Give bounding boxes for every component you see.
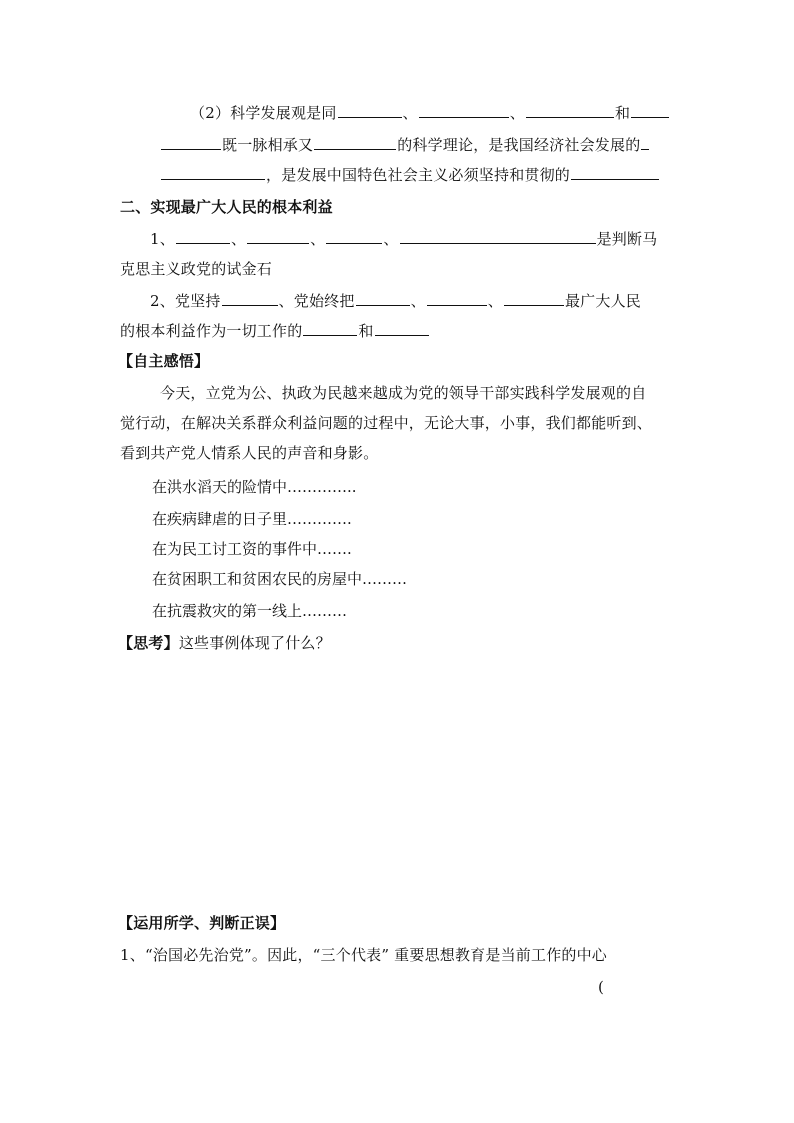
think-text: 这些事例体现了什么？ [178, 634, 331, 652]
fill-blank[interactable] [526, 103, 614, 118]
fill-blank[interactable] [161, 135, 221, 150]
think-question [118, 632, 331, 654]
fill-blank[interactable] [326, 229, 382, 244]
fill-blank[interactable] [247, 229, 309, 244]
s2-q1-line-1 [150, 228, 657, 250]
paragraph-line-2: 觉行动，在解决关系群众利益问题的过程中，无论大事，小事，我们都能听到、 [120, 414, 653, 432]
s1-text: 既一脉相承又 [222, 136, 314, 154]
fill-blank[interactable] [427, 291, 487, 306]
fill-blank[interactable] [338, 103, 402, 118]
paragraph-line-1: 今天，立党为公、执政为民越来越成为党的领导干部实践科学发展观的自 [160, 384, 647, 402]
answer-paren: ( [598, 978, 605, 996]
s2-sep: 、 [410, 292, 426, 310]
s2-text: 是判断马 [596, 230, 658, 248]
judge-question-1: 1、“治国必先治党”。因此，“三个代表” 重要思想教育是当前工作的中心 [120, 946, 607, 964]
fill-blank[interactable] [303, 321, 357, 336]
s1-text: 的科学理论，是我国经济社会发展的 [397, 136, 641, 154]
s2-q1-line-2: 克思主义政党的试金石 [120, 260, 273, 278]
fill-blank[interactable] [571, 165, 659, 180]
s2-text: 、党始终把 [278, 292, 355, 310]
s2-q2-line-2 [120, 320, 430, 342]
s1-sep: 、 [509, 104, 525, 122]
s1-text: （2）科学发展观是同 [190, 104, 337, 122]
s2-text: 1、 [150, 230, 175, 248]
s1-text: ，是发展中国特色社会主义必须坚持和贯彻的 [266, 166, 571, 184]
s2-q2-line-1 [150, 290, 641, 312]
fill-blank[interactable] [222, 291, 278, 306]
s1-sep: 、 [402, 104, 418, 122]
think-label: 【思考】 [118, 634, 179, 652]
s1-line-2 [160, 134, 650, 156]
s2-sep: 、 [383, 230, 399, 248]
s1-text: 和 [614, 104, 631, 122]
s2-text: 的根本利益作为一切工作的 [120, 322, 303, 340]
s2-sep: 、 [310, 230, 326, 248]
s2-text: 最广大人民 [564, 292, 641, 310]
fill-blank[interactable] [161, 165, 265, 180]
s2-sep: 、 [230, 230, 247, 248]
fill-blank[interactable] [356, 291, 410, 306]
section-heading-3: 【自主感悟】 [118, 352, 210, 370]
fill-blank[interactable] [631, 103, 669, 118]
example-item-4: 在贫困职工和贫困农民的房屋中……… [152, 570, 408, 588]
example-item-5: 在抗震救灾的第一线上……… [152, 602, 348, 620]
section-heading-2: 二、实现最广大人民的根本利益 [120, 198, 333, 216]
s2-text: 2、党坚持 [150, 292, 221, 310]
fill-blank[interactable] [176, 229, 230, 244]
paragraph-line-3: 看到共产党人情系人民的声音和身影。 [120, 444, 379, 462]
s2-sep: 、 [487, 292, 503, 310]
example-item-3: 在为民工讨工资的事件中……. [152, 540, 352, 558]
section-heading-4: 【运用所学、判断正误】 [118, 914, 286, 932]
fill-blank[interactable] [641, 135, 649, 150]
example-item-2: 在疾病肆虐的日子里…………. [152, 510, 352, 528]
s1-line-1 [190, 102, 670, 124]
fill-blank[interactable] [375, 321, 429, 336]
fill-blank[interactable] [314, 135, 396, 150]
fill-blank[interactable] [400, 229, 596, 244]
fill-blank[interactable] [504, 291, 564, 306]
s2-text: 和 [358, 322, 374, 340]
fill-blank[interactable] [419, 103, 509, 118]
s1-line-3 [160, 164, 660, 186]
example-item-1: 在洪水滔天的险情中………….. [152, 478, 357, 496]
